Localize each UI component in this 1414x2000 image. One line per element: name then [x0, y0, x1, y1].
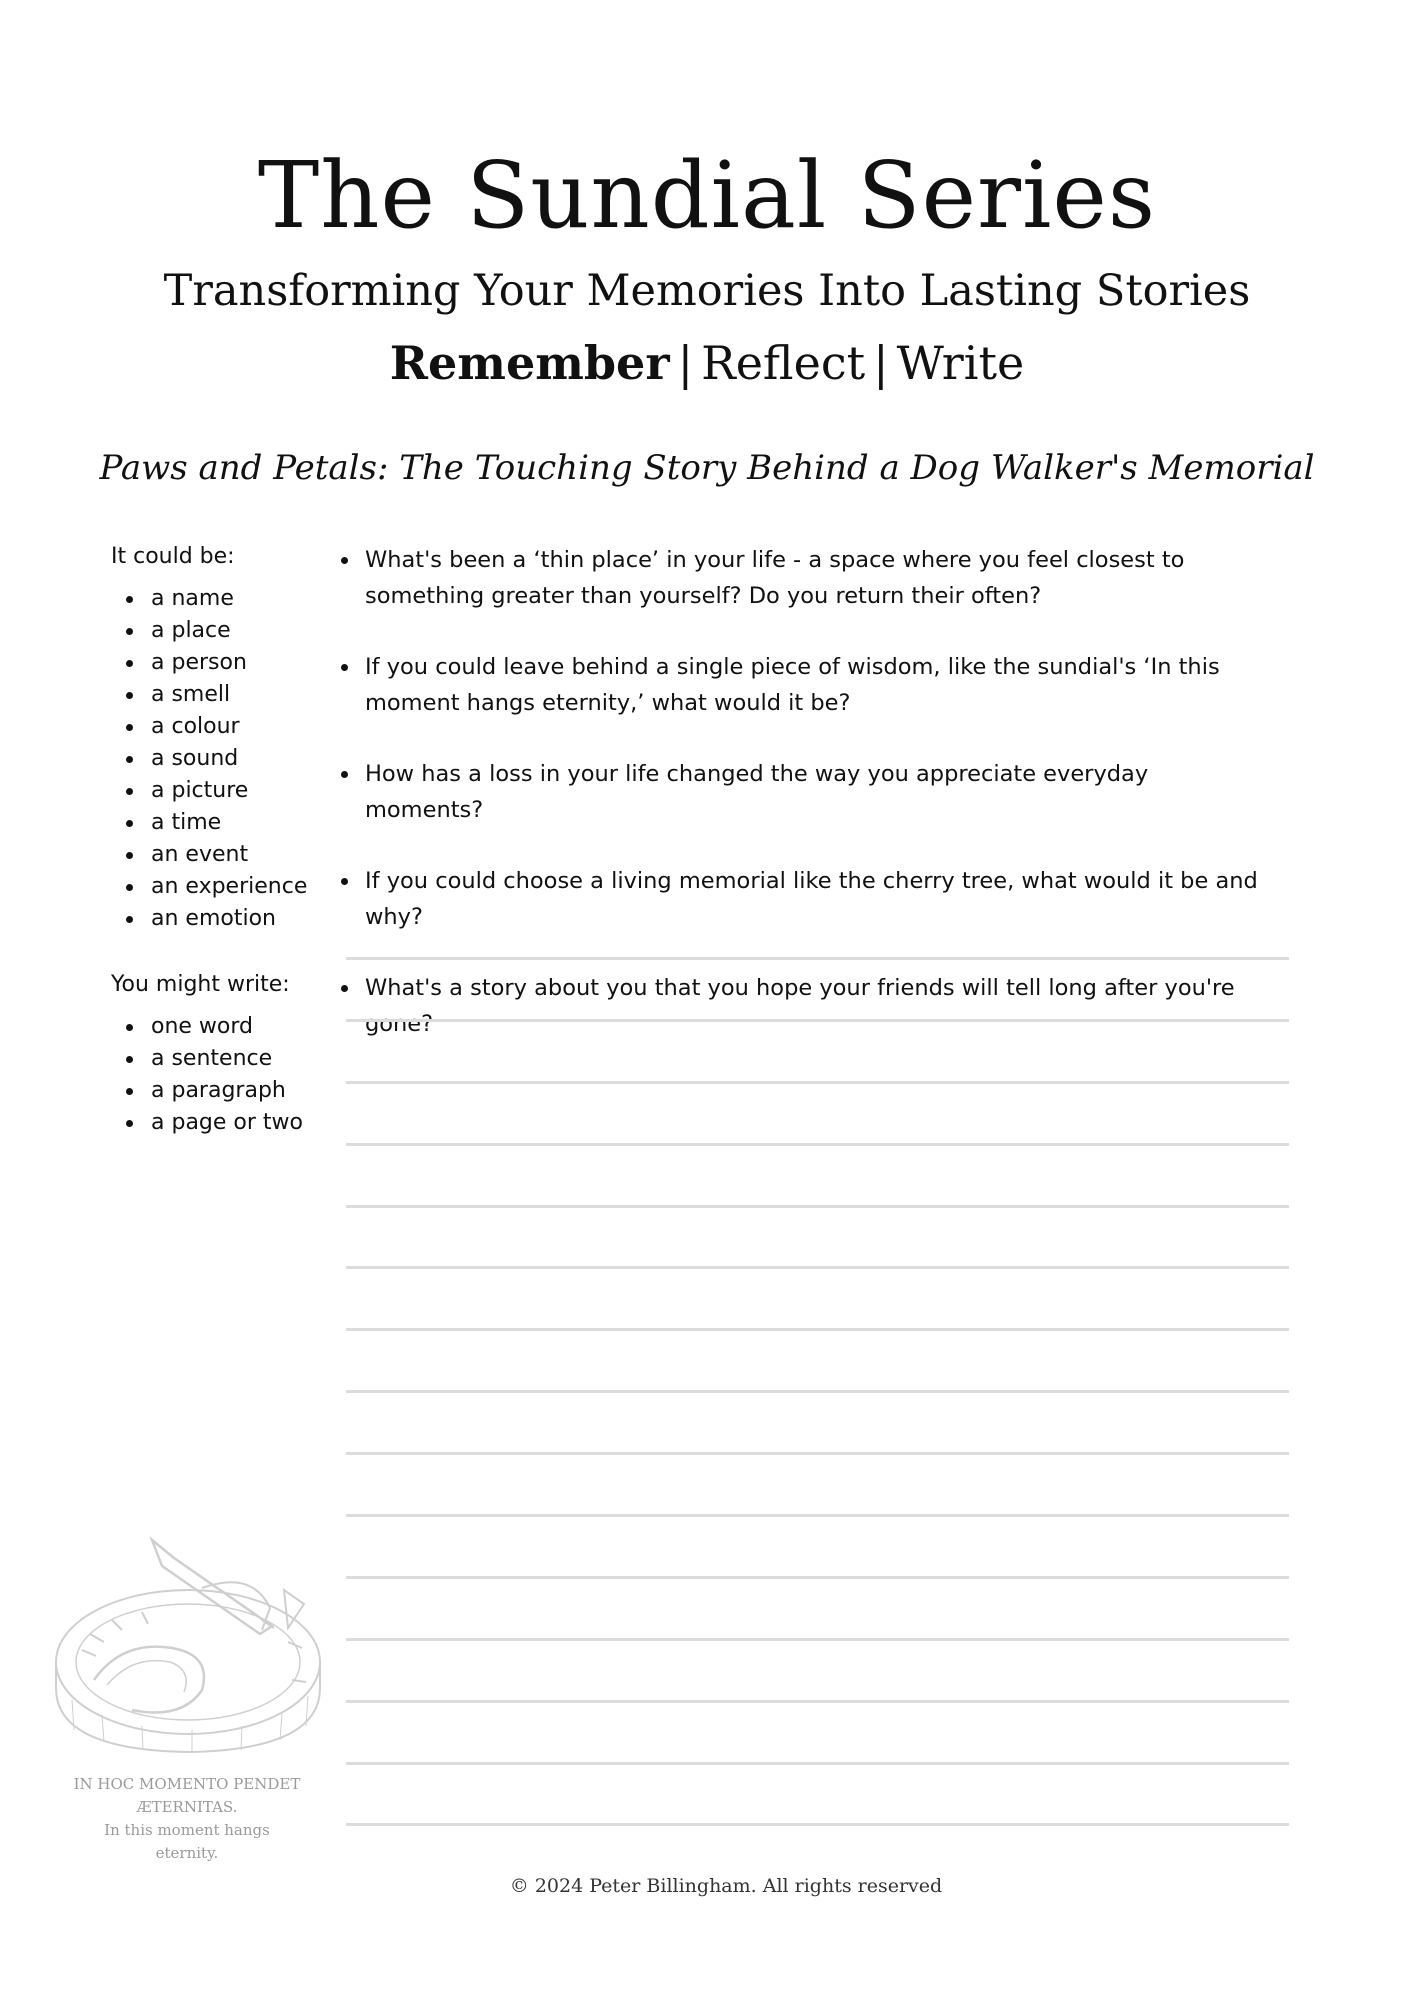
- list-item: a page or two: [151, 1107, 303, 1139]
- writing-line[interactable]: [346, 1700, 1289, 1762]
- list-item: a sound: [151, 743, 307, 775]
- story-title: Paws and Petals: The Touching Story Behind a Dog Walker's Memorial: [99, 448, 1315, 488]
- tagline-remember: Remember: [389, 336, 670, 390]
- might-write-list: [151, 1011, 303, 1139]
- writing-line[interactable]: [346, 1514, 1289, 1576]
- writing-line[interactable]: [346, 1081, 1289, 1143]
- list-item: an event: [151, 839, 307, 871]
- writing-line[interactable]: [346, 1205, 1289, 1267]
- writing-line[interactable]: [346, 1019, 1289, 1081]
- list-item: a sentence: [151, 1043, 303, 1075]
- tagline-separator: |: [677, 336, 694, 390]
- writing-area[interactable]: [346, 957, 1289, 1885]
- writing-line[interactable]: [346, 1638, 1289, 1700]
- writing-line[interactable]: [346, 1328, 1289, 1390]
- list-item: a smell: [151, 679, 307, 711]
- tagline-separator: |: [873, 336, 889, 390]
- list-item: a paragraph: [151, 1075, 303, 1107]
- prompt-item: What's been a ‘thin place’ in your life - a space where you feel closest to something greater than yourself? Do you return their often?: [365, 542, 1270, 614]
- could-be-list: [151, 583, 307, 935]
- prompt-item: If you could leave behind a single piece of wisdom, like the sundial's ‘In this moment hangs eternity,’ what would it be?: [365, 649, 1270, 721]
- list-item: an experience: [151, 871, 307, 903]
- prompt-item: What's a story about you that you hope your friends will tell long after you're gone?: [365, 970, 1270, 1042]
- writing-line[interactable]: [346, 1143, 1289, 1205]
- list-item: a person: [151, 647, 307, 679]
- tagline-reflect: Reflect: [701, 336, 866, 390]
- writing-line[interactable]: [346, 1762, 1289, 1824]
- might-write-heading: You might write:: [111, 972, 290, 997]
- writing-line[interactable]: [346, 1576, 1289, 1638]
- could-be-heading: It could be:: [111, 544, 235, 569]
- motto-english-line: eternity.: [155, 1844, 219, 1862]
- page-title: The Sundial Series: [257, 142, 1157, 249]
- list-item: a picture: [151, 775, 307, 807]
- motto-latin-line: IN HOC MOMENTO PENDET: [73, 1775, 301, 1793]
- prompt-item: How has a loss in your life changed the way you appreciate everyday moments?: [365, 756, 1270, 828]
- motto-latin-line: ÆTERNITAS.: [136, 1798, 238, 1816]
- sundial-icon: [52, 1530, 324, 1760]
- motto-english-line: In this moment hangs: [104, 1821, 270, 1839]
- list-item: a name: [151, 583, 307, 615]
- list-item: a place: [151, 615, 307, 647]
- writing-line[interactable]: [346, 1390, 1289, 1452]
- page-subtitle: Transforming Your Memories Into Lasting Stories: [163, 266, 1251, 316]
- prompt-item: If you could choose a living memorial like the cherry tree, what would it be and why?: [365, 863, 1270, 935]
- list-item: an emotion: [151, 903, 307, 935]
- list-item: a colour: [151, 711, 307, 743]
- writing-line[interactable]: [346, 957, 1289, 1019]
- list-item: a time: [151, 807, 307, 839]
- copyright-footer: © 2024 Peter Billingham. All rights reserved: [509, 1875, 943, 1897]
- tagline-write: Write: [896, 336, 1025, 390]
- list-item: one word: [151, 1011, 303, 1043]
- writing-line[interactable]: [346, 1266, 1289, 1328]
- tagline: [0, 336, 1414, 390]
- writing-line[interactable]: [346, 1452, 1289, 1514]
